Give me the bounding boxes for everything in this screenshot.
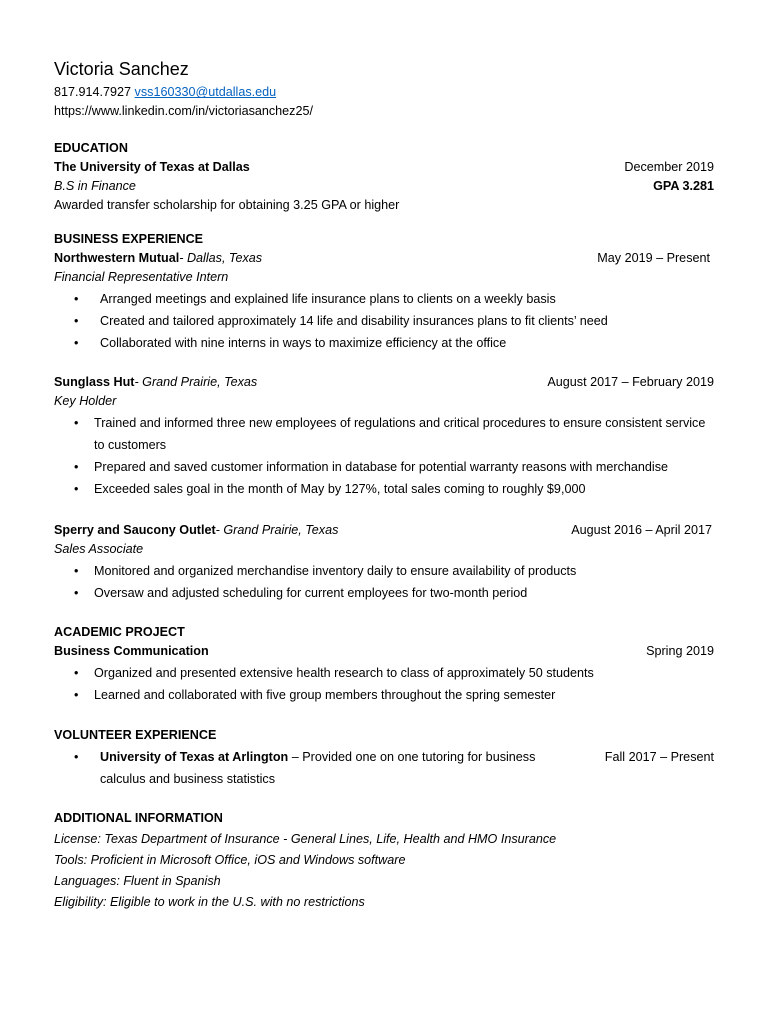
languages-line: Languages: Fluent in Spanish <box>54 874 221 889</box>
candidate-name: Victoria Sanchez <box>54 59 189 79</box>
job-bullets <box>54 560 714 604</box>
contact-line <box>54 84 714 103</box>
degree-name: B.S in Finance <box>54 179 136 194</box>
volunteer-dates: Fall 2017 – Present <box>604 750 714 765</box>
project-row <box>54 643 714 662</box>
volunteer-heading: VOLUNTEER EXPERIENCE <box>54 728 217 743</box>
tools-line: Tools: Proficient in Microsoft Office, iOS and Windows software <box>54 853 406 868</box>
job-title: Key Holder <box>54 394 117 409</box>
job-dates: May 2019 – Present <box>597 251 710 266</box>
list-item: • Prepared and saved customer information in database for potential warranty reasons with merchandise <box>54 456 714 478</box>
academic-heading: ACADEMIC PROJECT <box>54 625 185 640</box>
job-location: - Grand Prairie, Texas <box>134 375 258 390</box>
project-date: Spring 2019 <box>646 644 714 659</box>
eligibility-line: Eligibility: Eligible to work in the U.S. with no restrictions <box>54 895 365 910</box>
list-item: • Created and tailored approximately 14 life and disability insurances plans to fit clients’ need <box>54 310 714 332</box>
resume-page <box>54 58 714 913</box>
volunteer-org: University of Texas at Arlington <box>100 750 289 765</box>
job-bullets <box>54 288 714 354</box>
list-item: • Oversaw and adjusted scheduling for current employees for two-month period <box>54 582 714 604</box>
phone-number: 817.914.7927 <box>54 85 132 100</box>
volunteer-desc: – Provided one on one tutoring for business calculus and business statistics <box>100 750 536 787</box>
project-bullets <box>54 662 714 706</box>
linkedin-url[interactable]: https://www.linkedin.com/in/victoriasanchez25/ <box>54 104 313 119</box>
email-link[interactable]: vss160330@utdallas.edu <box>134 85 277 100</box>
job-dates: August 2017 – February 2019 <box>547 375 714 390</box>
list-item: • Exceeded sales goal in the month of May by 127%, total sales coming to roughly $9,000 <box>54 478 714 500</box>
education-row <box>54 159 714 178</box>
job-header <box>54 522 714 541</box>
list-item: • Organized and presented extensive health research to class of approximately 50 students <box>54 662 714 684</box>
list-item <box>54 746 714 790</box>
business-heading: BUSINESS EXPERIENCE <box>54 232 204 247</box>
company-name: Sunglass Hut <box>54 375 135 390</box>
project-name: Business Communication <box>54 644 209 659</box>
job-dates: August 2016 – April 2017 <box>571 523 712 538</box>
volunteer-bullets <box>54 746 714 790</box>
company-name: Northwestern Mutual <box>54 251 180 266</box>
job-location: - Grand Prairie, Texas <box>215 523 339 538</box>
company-name: Sperry and Saucony Outlet <box>54 523 216 538</box>
additional-heading: ADDITIONAL INFORMATION <box>54 811 223 826</box>
list-item: • Collaborated with nine interns in ways to maximize efficiency at the office <box>54 332 714 354</box>
list-item: • Trained and informed three new employees of regulations and critical procedures to ensure consistent service to customers <box>54 412 714 456</box>
job-title: Sales Associate <box>54 542 144 557</box>
job-entry <box>54 522 714 604</box>
list-item: • Arranged meetings and explained life insurance plans to clients on a weekly basis <box>54 288 714 310</box>
license-line: License: Texas Department of Insurance - General Lines, Life, Health and HMO Insurance <box>54 832 557 847</box>
job-header <box>54 250 714 269</box>
education-heading: EDUCATION <box>54 141 128 156</box>
list-item: • Learned and collaborated with five group members throughout the spring semester <box>54 684 714 706</box>
graduation-date: December 2019 <box>624 160 714 175</box>
job-entry <box>54 374 714 500</box>
degree-row <box>54 178 714 197</box>
scholarship-note: Awarded transfer scholarship for obtaining 3.25 GPA or higher <box>54 198 400 213</box>
job-entry <box>54 250 714 354</box>
list-item: • Monitored and organized merchandise inventory daily to ensure availability of products <box>54 560 714 582</box>
job-bullets <box>54 412 714 500</box>
gpa: GPA 3.281 <box>653 179 714 194</box>
job-location: - Dallas, Texas <box>179 251 263 266</box>
job-header <box>54 374 714 393</box>
job-title: Financial Representative Intern <box>54 270 229 285</box>
school-name: The University of Texas at Dallas <box>54 160 250 175</box>
